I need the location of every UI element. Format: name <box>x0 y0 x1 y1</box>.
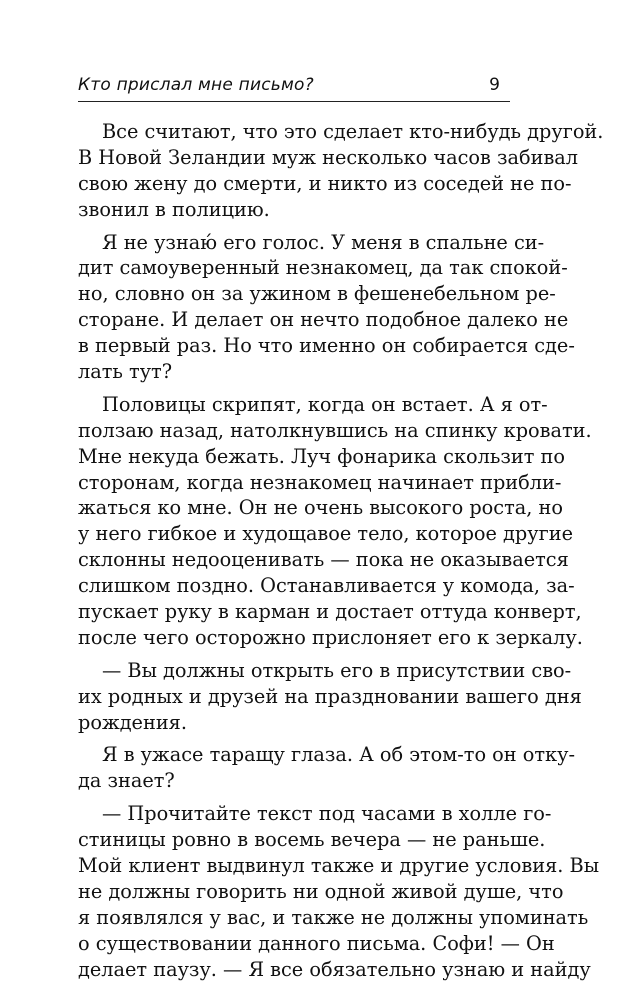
text-line: после чего осторожно прислоняет его к зеркалу. <box>78 625 583 649</box>
text-line: Половицы скрипят, когда он встает. А я от- <box>102 392 548 416</box>
text-line: Я не узнаю́ его голос. У меня в спальне си- <box>102 230 545 254</box>
text-line: их родных и друзей на праздновании вашего дня <box>78 684 582 708</box>
body-text <box>78 119 604 990</box>
page-number: 9 <box>489 75 500 95</box>
text-line: но, словно он за ужином в фешенебельном ре- <box>78 282 556 306</box>
paragraph <box>78 801 600 982</box>
paragraph <box>78 119 604 223</box>
paragraph <box>78 742 575 794</box>
text-line: у него гибкое и худощавое тело, которое другие <box>78 522 573 546</box>
text-line: дит самоуверенный незнакомец, да так спокой- <box>78 256 568 280</box>
header-rule <box>78 101 510 102</box>
text-line: лать тут? <box>78 360 173 384</box>
text-line: склонны недооценивать — пока не оказывается <box>78 548 569 572</box>
text-line: свою жену до смерти, и никто из соседей не по- <box>78 171 572 195</box>
text-line: о существовании данного письма. Софи! — Он <box>78 931 555 955</box>
text-line: стиницы ровно в восемь вечера — не раньше. <box>78 828 546 852</box>
text-line: — Прочитайте текст под часами в холле го- <box>102 802 552 826</box>
text-line: Я в ужасе таращу глаза. А об этом-то он отку- <box>102 743 575 767</box>
text-line: В Новой Зеландии муж несколько часов забивал <box>78 145 579 169</box>
text-line: сторонам, когда незнакомец начинает прибли- <box>78 470 562 494</box>
text-line: Все считают, что это сделает кто-нибудь другой. <box>102 120 604 143</box>
paragraph <box>78 658 582 736</box>
text-line: не должны говорить ни одной живой душе, что <box>78 879 564 903</box>
text-line: звонил в полицию. <box>78 197 270 221</box>
text-line: рождения. <box>78 710 187 734</box>
text-line: пускает руку в карман и достает оттуда конверт, <box>78 600 582 624</box>
running-head <box>78 71 510 99</box>
text-line: сторане. И делает он нечто подобное далеко не <box>78 308 569 332</box>
text-line: Мне некуда бежать. Луч фонарика скользит по <box>78 444 566 468</box>
text-line: слишком поздно. Останавливается у комода, за- <box>78 574 575 598</box>
text-line: в первый раз. Но что именно он собирается сде- <box>78 334 575 358</box>
text-line: Мой клиент выдвинул также и другие условия. Вы <box>78 854 600 878</box>
text-line: ползаю назад, натолкнувшись на спинку кровати. <box>78 418 592 442</box>
text-line: жаться ко мне. Он не очень высокого роста, но <box>78 496 563 520</box>
text-line: делает паузу. — Я все обязательно узнаю и найду <box>78 957 591 981</box>
text-line: я появлялся у вас, и также не должны упоминать <box>78 905 589 929</box>
text-line: да знает? <box>78 769 175 793</box>
paragraph <box>78 392 592 651</box>
paragraph <box>78 230 575 385</box>
text-line: — Вы должны открыть его в присутствии сво- <box>102 658 572 682</box>
running-title: Кто прислал мне письмо? <box>78 75 314 95</box>
